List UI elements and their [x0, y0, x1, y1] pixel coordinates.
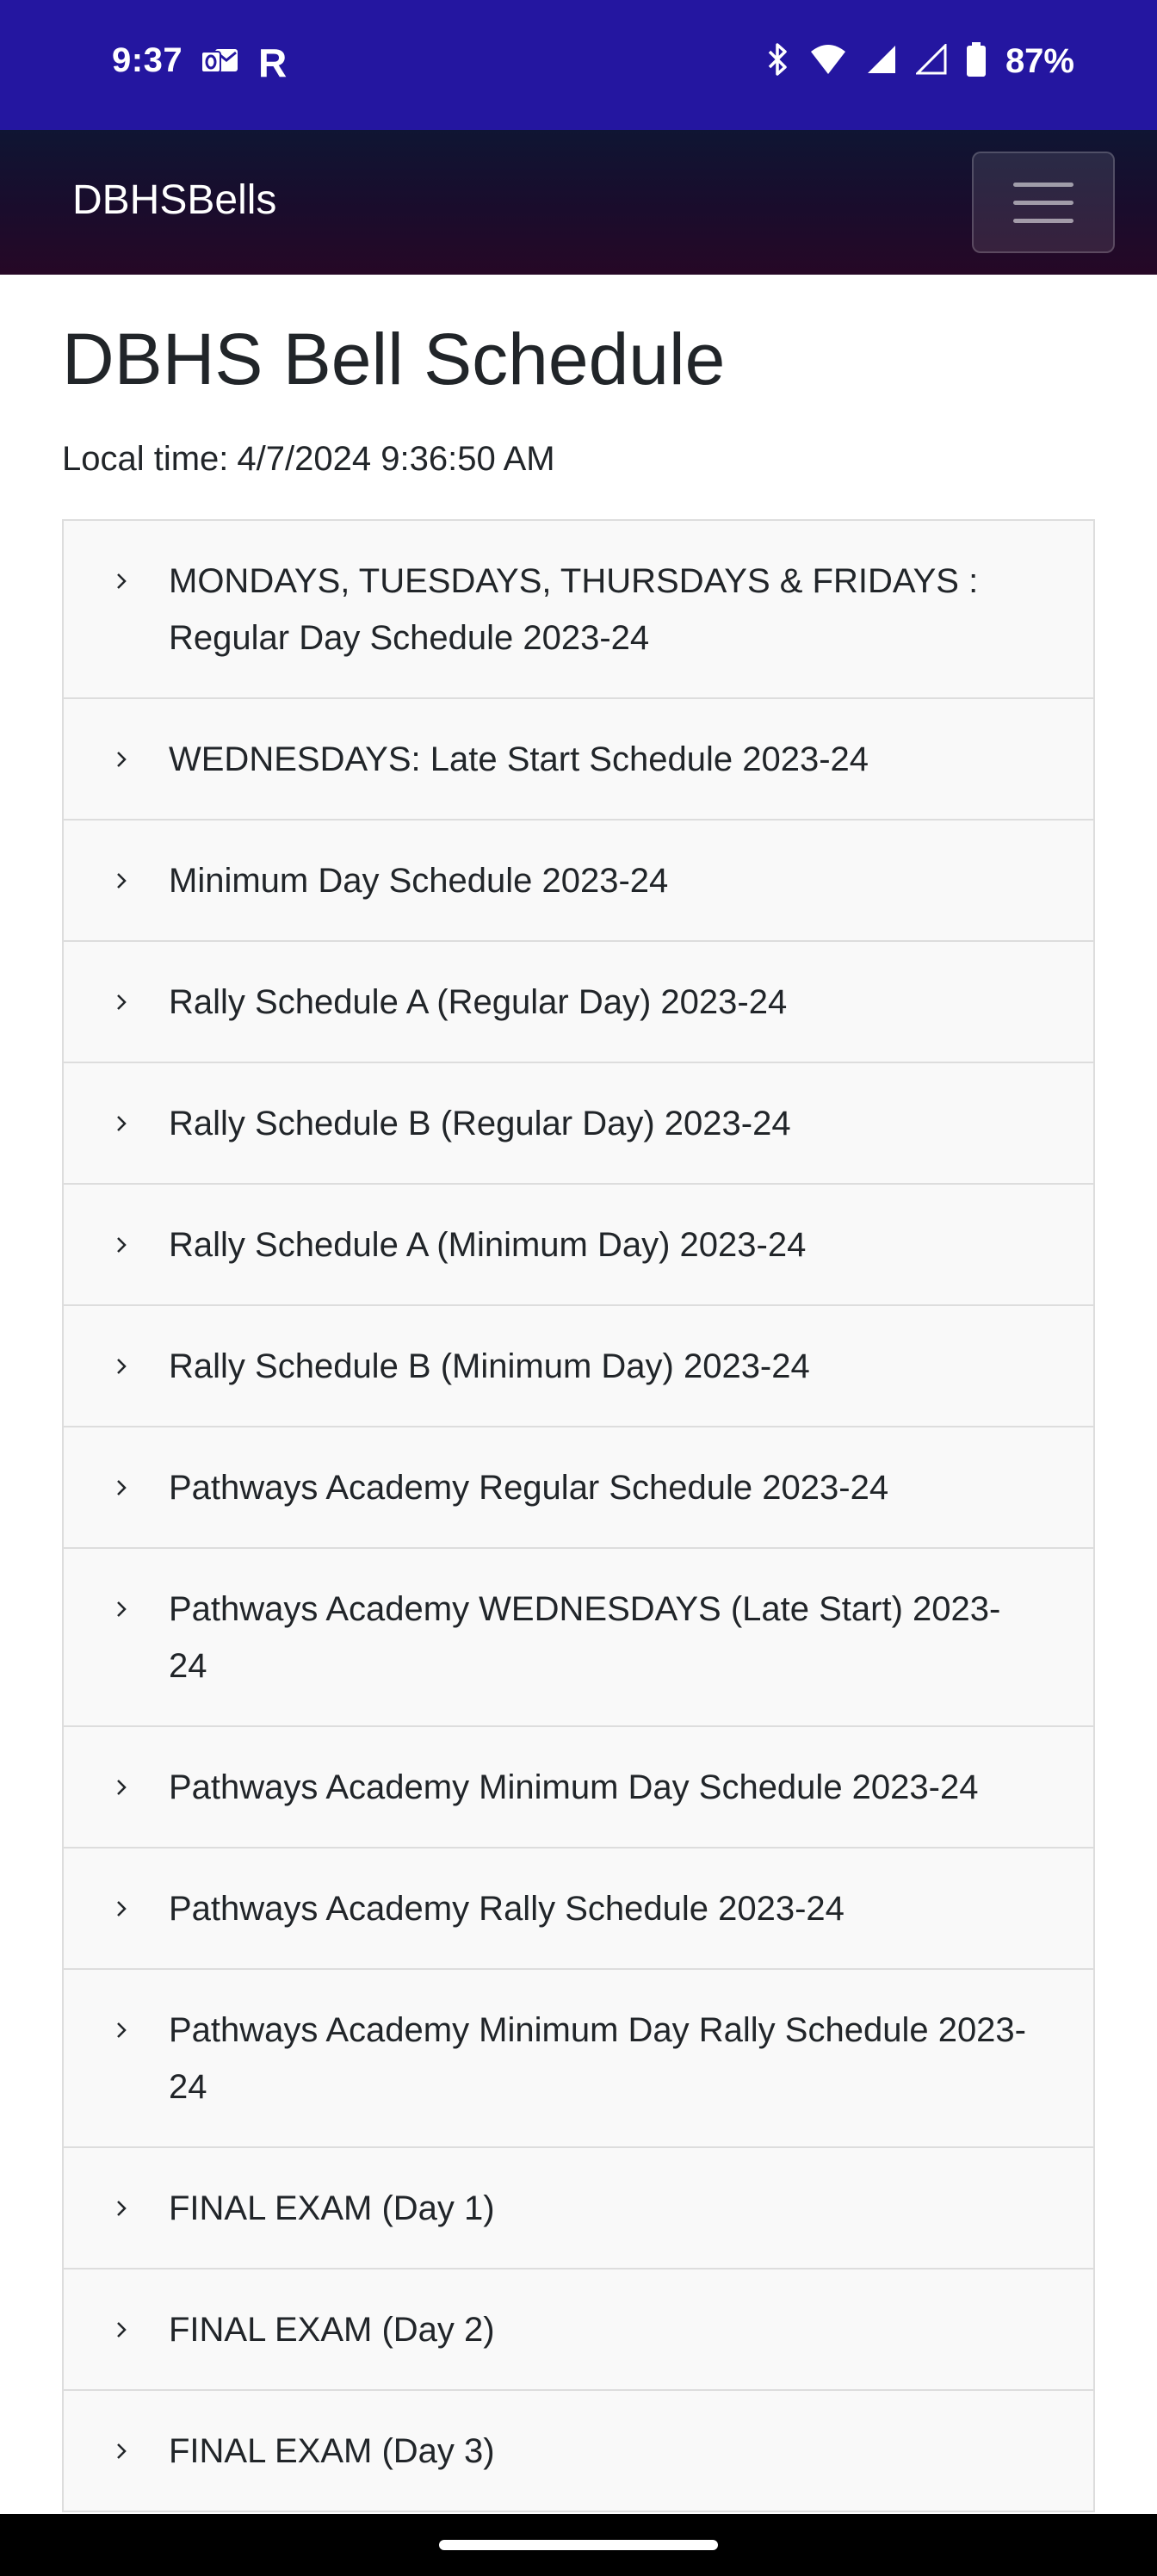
accordion-item-pathways-rally[interactable] — [64, 1848, 1093, 1970]
page-title: DBHS Bell Schedule — [62, 319, 726, 399]
accordion-item-label: Pathways Academy Minimum Day Schedule 2023-24 — [169, 1768, 979, 1807]
chevron-right-icon — [111, 2319, 132, 2340]
accordion-item-label: WEDNESDAYS: Late Start Schedule 2023-24 — [169, 740, 869, 779]
chevron-right-icon — [111, 1898, 132, 1919]
accordion-item-pathways-regular[interactable] — [64, 1427, 1093, 1549]
navbar-toggle-button[interactable] — [972, 152, 1115, 253]
accordion-item-rally-a-regular[interactable] — [64, 942, 1093, 1063]
navbar-brand[interactable]: DBHSBells — [72, 177, 277, 223]
accordion-item-rally-a-minimum[interactable] — [64, 1185, 1093, 1306]
status-right-icons — [764, 41, 1074, 82]
battery-icon — [966, 41, 987, 82]
chevron-right-icon — [111, 992, 132, 1012]
main-content — [62, 275, 1095, 2512]
chevron-right-icon — [111, 1235, 132, 1255]
accordion-item-label: Pathways Academy Rally Schedule 2023-24 — [169, 1890, 845, 1929]
status-bar — [0, 0, 1157, 130]
accordion-item-late-start[interactable] — [64, 699, 1093, 820]
schedule-accordion — [62, 519, 1095, 2512]
accordion-item-rally-b-regular[interactable] — [64, 1063, 1093, 1185]
accordion-item-final-exam-day-3[interactable] — [64, 2391, 1093, 2512]
chevron-right-icon — [111, 571, 132, 591]
chevron-right-icon — [111, 1477, 132, 1498]
accordion-item-label: FINAL EXAM (Day 2) — [169, 2311, 495, 2350]
accordion-item-label: Rally Schedule B (Minimum Day) 2023-24 — [169, 1347, 810, 1386]
accordion-item-label: Pathways Academy Minimum Day Rally Schedule 2023-24 — [169, 2011, 1026, 2107]
home-indicator[interactable] — [439, 2540, 718, 2550]
chevron-right-icon — [111, 1356, 132, 1377]
navbar — [0, 130, 1157, 275]
local-time-value: 4/7/2024 9:36:50 AM — [237, 440, 555, 479]
accordion-item-pathways-minimum-rally[interactable] — [64, 1970, 1093, 2148]
wifi-icon — [809, 43, 847, 80]
local-time-label: Local time: — [62, 440, 229, 479]
accordion-item-label: Pathways Academy Regular Schedule 2023-24 — [169, 1469, 889, 1508]
battery-percent: 87% — [1005, 42, 1074, 80]
chevron-right-icon — [111, 2020, 132, 2040]
chevron-right-icon — [111, 1113, 132, 1134]
signal-icon — [916, 44, 947, 79]
chevron-right-icon — [111, 1777, 132, 1798]
accordion-item-label: FINAL EXAM (Day 1) — [169, 2189, 495, 2228]
accordion-item-rally-b-minimum[interactable] — [64, 1306, 1093, 1427]
accordion-item-label: MONDAYS, TUESDAYS, THURSDAYS & FRIDAYS : Regular Day Schedule 2023-24 — [169, 562, 979, 658]
hamburger-icon — [1013, 183, 1073, 223]
status-left-icons — [200, 40, 288, 85]
accordion-item-label: Rally Schedule A (Minimum Day) 2023-24 — [169, 1226, 807, 1265]
accordion-item-label: Minimum Day Schedule 2023-24 — [169, 862, 669, 901]
chevron-right-icon — [111, 870, 132, 891]
system-navigation-bar — [0, 2514, 1157, 2576]
accordion-item-final-exam-day-1[interactable] — [64, 2148, 1093, 2269]
accordion-item-minimum-day[interactable] — [64, 820, 1093, 942]
local-time — [62, 440, 1095, 479]
outlook-icon — [200, 44, 239, 83]
accordion-item-pathways-minimum[interactable] — [64, 1727, 1093, 1848]
chevron-right-icon — [111, 749, 132, 770]
signal-icon — [866, 44, 897, 79]
accordion-item-regular-day[interactable] — [64, 521, 1093, 699]
accordion-item-label: Pathways Academy WEDNESDAYS (Late Start) 2023-24 — [169, 1590, 1001, 1686]
bluetooth-icon — [764, 41, 790, 82]
accordion-item-final-exam-day-2[interactable] — [64, 2269, 1093, 2391]
chevron-right-icon — [111, 2441, 132, 2461]
chevron-right-icon — [111, 2198, 132, 2219]
r-icon: R — [258, 40, 288, 85]
chevron-right-icon — [111, 1599, 132, 1619]
accordion-item-label: FINAL EXAM (Day 3) — [169, 2432, 495, 2471]
accordion-item-pathways-late-start[interactable] — [64, 1549, 1093, 1727]
status-time: 9:37 — [112, 41, 183, 79]
accordion-item-label: Rally Schedule A (Regular Day) 2023-24 — [169, 983, 788, 1022]
accordion-item-label: Rally Schedule B (Regular Day) 2023-24 — [169, 1105, 791, 1143]
